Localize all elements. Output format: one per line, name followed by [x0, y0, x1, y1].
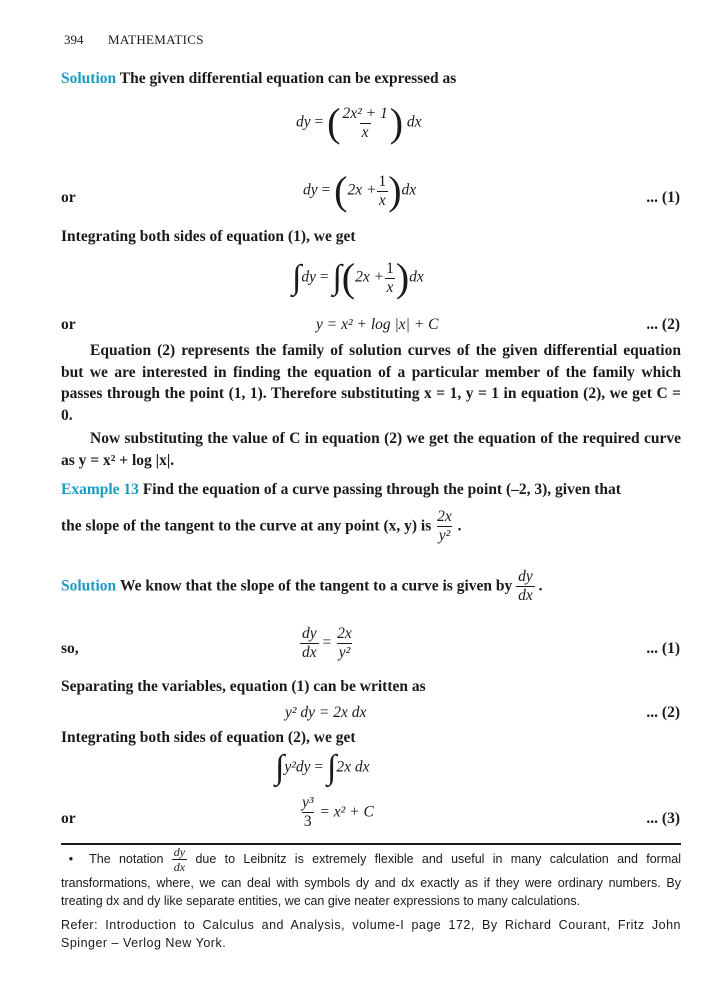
- eq-b-term: 2x +: [347, 181, 377, 199]
- running-title: MATHEMATICS: [108, 32, 204, 47]
- integral-sign: ∫: [275, 749, 285, 786]
- eq-c-fraction: [384, 260, 396, 297]
- paren-close: ): [395, 255, 410, 300]
- eq-h-rhs: = x² + C: [319, 803, 374, 821]
- equation-c: [292, 255, 424, 300]
- solution-label: Solution: [61, 70, 117, 87]
- eq-g-lhs: y²dy: [284, 758, 311, 776]
- solution-intro-text: The given differential equation can be expressed as: [119, 70, 457, 87]
- eq-b-number: ... (1): [646, 189, 680, 206]
- integral-sign: ∫: [332, 259, 342, 296]
- integral-sign: ∫: [292, 259, 302, 296]
- footnote: [61, 845, 681, 910]
- eq-c-num: 1: [386, 259, 394, 277]
- eq-c-den: x: [386, 278, 394, 296]
- eq-d-number: ... (2): [646, 316, 680, 333]
- example-13-line2: [61, 508, 462, 545]
- eq-c-lhs: dy: [301, 268, 316, 286]
- footnote-text-a: The notation: [89, 851, 164, 866]
- eq-a-equals: =: [314, 113, 324, 131]
- example-label: Example 13: [61, 481, 139, 498]
- eq-b-equals: =: [321, 181, 331, 199]
- example-frac-num: 2x: [437, 508, 452, 525]
- eq-f-number: ... (2): [646, 704, 680, 721]
- footnote-reference: Refer: Introduction to Calculus and Analysis, volume-I page 172, By Richard Courant, Fritz John Spinger – Verlog New York.: [61, 918, 681, 950]
- paren-close: ): [388, 168, 402, 213]
- eq-g-equals: =: [314, 758, 324, 776]
- example-13-line1: [61, 481, 681, 499]
- solution-2-label: Solution: [61, 577, 117, 595]
- eq-e-right-fraction: [335, 625, 354, 662]
- eq-d-prefix: or: [61, 316, 76, 333]
- sol2-frac-num: dy: [518, 568, 533, 585]
- eq-e-equals: =: [322, 634, 332, 652]
- equation-h: [300, 794, 374, 831]
- sol2-frac-den: dx: [518, 587, 533, 604]
- eq-e-prefix: so,: [61, 640, 79, 657]
- eq-b-tail: dx: [401, 181, 417, 199]
- eq-h-prefix: or: [61, 810, 76, 827]
- eq-g-rhs: 2x dx: [336, 758, 370, 776]
- eq-e-lden: dx: [302, 644, 317, 661]
- integral-sign: ∫: [326, 749, 337, 786]
- paren-open: (: [327, 100, 341, 145]
- example-line2-text: the slope of the tangent to the curve at any point (x, y) is: [61, 517, 432, 535]
- example-fraction: [435, 508, 454, 545]
- eq-a-tail: dx: [406, 113, 422, 131]
- eq-b-prefix: or: [61, 189, 76, 206]
- eq-c-equals: =: [319, 268, 329, 286]
- solution-2-text: We know that the slope of the tangent to a curve is given by: [120, 577, 513, 595]
- eq-a-den: x: [361, 123, 369, 141]
- eq-a-fraction: [340, 105, 389, 142]
- solution-intro: [61, 70, 456, 88]
- equation-a: [296, 100, 422, 145]
- solution-2-end: .: [538, 577, 543, 595]
- eq-a-num: 2x² + 1: [342, 104, 388, 122]
- eq-e-left-fraction: [300, 625, 319, 662]
- eq-h-den: 3: [303, 813, 312, 830]
- footnote-fraction: [172, 845, 187, 874]
- eq-b-num: 1: [378, 172, 387, 190]
- equation-e: [300, 625, 354, 662]
- eq-e-lnum: dy: [302, 625, 317, 642]
- eq-h-fraction: [300, 794, 316, 831]
- paragraph-family: Equation (2) represents the family of solution curves of the given differential equation but we are interested in finding the equation of a particular member of the family which passes through the point (1, 1). Therefore substituting x = 1, y = 1 in equation (2), we get C = 0.: [61, 342, 681, 424]
- eq-e-rnum: 2x: [337, 625, 352, 642]
- eq-b-fraction: [376, 173, 388, 210]
- example-line1-text: Find the equation of a curve passing through the point (–2, 3), given that: [142, 481, 621, 498]
- paren-open: (: [341, 255, 356, 300]
- eq-e-rden: y²: [338, 644, 351, 661]
- footnote-text-b: due to Leibnitz is extremely flexible and useful in many calculation and formal transformations, where, we can deal with symbols dy and dx exactly as if they were ordinary numbers. By treating dx and dy like separate entities, we can give neater expressions to many calculations.: [61, 851, 681, 908]
- page-number: 394: [64, 32, 84, 47]
- separate-text: Separating the variables, equation (1) can be written as: [61, 678, 426, 695]
- integrate-text-2: Integrating both sides of equation (2), we get: [61, 729, 356, 746]
- equation-g: [275, 751, 369, 785]
- equation-f: y² dy = 2x dx: [285, 704, 367, 721]
- eq-c-term: 2x +: [355, 268, 385, 286]
- paren-open: (: [334, 168, 348, 213]
- eq-a-lhs: dy: [296, 113, 311, 131]
- eq-e-number: ... (1): [646, 640, 680, 657]
- equation-d: y = x² + log |x| + C: [316, 316, 439, 333]
- paragraph-substitute: Now substituting the value of C in equation (2) we get the equation of the required curve as y = x² + log |x|.: [61, 430, 681, 469]
- example-frac-den: y²: [438, 527, 451, 544]
- eq-h-num: y³: [302, 794, 314, 811]
- equation-b: [303, 168, 417, 213]
- solution-2-fraction: [516, 568, 535, 605]
- eq-c-tail: dx: [409, 268, 424, 286]
- solution-2: [61, 568, 543, 605]
- eq-b-den: x: [378, 191, 386, 209]
- foot-frac-num: dy: [173, 845, 186, 859]
- footnote-marker: •: [68, 851, 74, 866]
- example-end: .: [457, 517, 462, 535]
- paren-close: ): [389, 100, 404, 145]
- eq-h-number: ... (3): [646, 810, 680, 827]
- integrate-text-1: Integrating both sides of equation (1), we get: [61, 228, 356, 245]
- foot-frac-den: dx: [173, 860, 186, 874]
- eq-b-lhs: dy: [303, 181, 318, 199]
